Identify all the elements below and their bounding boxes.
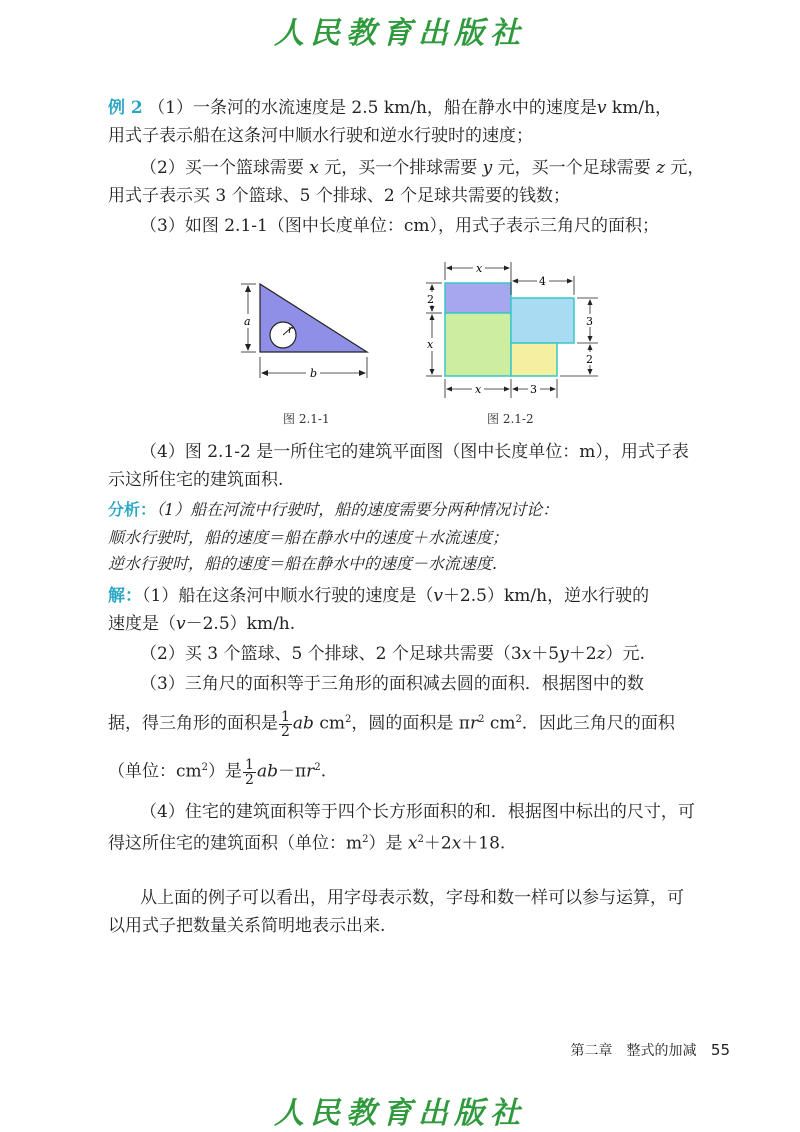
text: ＋18. bbox=[461, 833, 506, 854]
solution-line1 bbox=[108, 584, 733, 608]
text: （1）一条河的水流速度是 2.5 km/h，船在静水中的速度是 bbox=[148, 98, 597, 118]
label-r: r bbox=[288, 325, 293, 336]
room-blue bbox=[511, 298, 574, 343]
frac-num: 1 bbox=[281, 708, 290, 725]
analysis-line2: 顺水行驶时，船的速度＝船在静水中的速度＋水流速度； bbox=[108, 528, 509, 547]
var-v: v bbox=[433, 586, 443, 606]
text: ，圆的面积是 π bbox=[351, 713, 470, 734]
text: ＋5 bbox=[531, 644, 560, 664]
room-yellow bbox=[511, 343, 557, 376]
sup: 2 bbox=[362, 834, 369, 845]
page-number: 55 bbox=[710, 1041, 730, 1059]
text: ＋2 bbox=[423, 833, 452, 854]
var-x: x bbox=[309, 158, 319, 178]
text: 得这所住宅的建筑面积（单位：m bbox=[108, 833, 363, 854]
text: （2）买一个篮球需要 bbox=[140, 158, 310, 178]
var-v: v bbox=[596, 98, 607, 118]
solution-p3-line2 bbox=[108, 704, 733, 740]
publisher-logo-footer: 人民教育出版社 bbox=[274, 1096, 526, 1131]
page-footer bbox=[570, 1040, 730, 1060]
frac-num: 1 bbox=[245, 756, 254, 773]
text: . bbox=[320, 761, 327, 782]
example-p3: （3）如图 2.1-1（图中长度单位：cm），用式子表示三角尺的面积； bbox=[140, 216, 659, 236]
text: ）是 bbox=[368, 833, 408, 854]
text: －π bbox=[277, 761, 307, 782]
text: 元，买一个足球需要 bbox=[492, 158, 657, 178]
sup: 2 bbox=[201, 762, 209, 773]
chapter-title: 第二章 整式的加减 bbox=[570, 1043, 697, 1059]
example-p1-line2: 用式子表示船在这条河中顺水行驶和逆水行驶时的速度； bbox=[108, 126, 533, 146]
label-a: a bbox=[244, 315, 251, 328]
publisher-logo-header: 人民教育出版社 bbox=[274, 16, 526, 51]
text: ＋2.5）km/h，逆水行驶的 bbox=[442, 586, 650, 606]
example-p4-line1: （4）图 2.1-2 是一所住宅的建筑平面图（图中长度单位：m），用式子表 bbox=[140, 442, 689, 462]
solution-p4-line2 bbox=[108, 828, 733, 856]
text: －2.5）km/h. bbox=[185, 614, 296, 634]
text: cm bbox=[313, 713, 345, 734]
frac-den: 2 bbox=[281, 723, 290, 740]
label-x-top: x bbox=[476, 262, 483, 275]
figure-floor-plan bbox=[418, 258, 608, 403]
fraction-half bbox=[279, 710, 292, 739]
text: 元，买一个排球需要 bbox=[318, 158, 483, 178]
solution-p3-line3 bbox=[108, 752, 733, 788]
example-p2-line2: 用式子表示买 3 个篮球、5 个排球、2 个足球共需要的钱数； bbox=[108, 186, 571, 206]
frac-den: 2 bbox=[245, 771, 254, 788]
text: ）是 bbox=[208, 761, 243, 782]
sup: 2 bbox=[345, 714, 352, 725]
text: （1）船在河流中行驶时，船的速度需要分两种情况讨论： bbox=[156, 500, 559, 519]
label-b: b bbox=[310, 367, 318, 380]
label-2-left: 2 bbox=[427, 293, 434, 306]
conclusion-line1: 从上面的例子可以看出，用字母表示数，字母和数一样可以参与运算，可 bbox=[140, 888, 684, 908]
solution-p2 bbox=[140, 642, 733, 666]
room-purple bbox=[445, 283, 511, 313]
analysis-line3: 逆水行驶时，船的速度＝船在静水中的速度－水流速度. bbox=[108, 554, 498, 573]
figure2-caption: 图 2.1-2 bbox=[487, 412, 534, 426]
label-3-right: 3 bbox=[586, 315, 593, 328]
var-y: y bbox=[482, 158, 493, 178]
sup: 2 bbox=[478, 714, 485, 725]
text: ．因此三角尺的面积 bbox=[521, 713, 675, 734]
label-x-left: x bbox=[427, 338, 434, 351]
text: （单位：cm bbox=[108, 761, 202, 782]
analysis-line1 bbox=[108, 498, 733, 522]
text: （2）买 3 个篮球、5 个排球、2 个足球共需要（3 bbox=[140, 644, 522, 664]
text: ＋2 bbox=[568, 644, 597, 664]
solution-line2 bbox=[108, 612, 733, 636]
var-r: r bbox=[306, 761, 315, 782]
text: （1）船在这条河中顺水行驶的速度是（ bbox=[142, 586, 434, 606]
var-ab: ab bbox=[292, 713, 314, 734]
text: km/h， bbox=[606, 98, 673, 118]
text: 元， bbox=[665, 158, 705, 178]
sup: 2 bbox=[314, 762, 321, 773]
var-ab: ab bbox=[256, 761, 278, 782]
var-z: z bbox=[656, 158, 666, 178]
sup: 2 bbox=[515, 714, 522, 725]
var-x: x bbox=[407, 833, 418, 854]
solution-p3-line1: （3）三角尺的面积等于三角形的面积减去圆的面积．根据图中的数 bbox=[140, 674, 644, 694]
fraction-half bbox=[243, 758, 256, 787]
example-p1-line1 bbox=[108, 96, 733, 120]
var-x: x bbox=[521, 644, 532, 664]
figure-triangle-ruler bbox=[236, 280, 376, 385]
text: 速度是（ bbox=[108, 614, 176, 634]
text: 据，得三角形的面积是 bbox=[108, 713, 278, 734]
example-label: 例 2 bbox=[108, 98, 143, 118]
conclusion-line2: 以用式子把数量关系简明地表示出来. bbox=[108, 916, 386, 936]
text: cm bbox=[484, 713, 516, 734]
var-v: v bbox=[176, 614, 186, 634]
var-z: z bbox=[596, 644, 606, 664]
example-p4-line2: 示这所住宅的建筑面积. bbox=[108, 470, 284, 490]
solution-p4-line1: （4）住宅的建筑面积等于四个长方形面积的和．根据图中标出的尺寸，可 bbox=[140, 802, 695, 822]
var-x: x bbox=[451, 833, 462, 854]
example-p2-line1 bbox=[140, 156, 733, 180]
label-2-right: 2 bbox=[586, 353, 593, 366]
solution-label: 解： bbox=[108, 586, 142, 606]
var-y: y bbox=[559, 644, 569, 664]
sup: 2 bbox=[417, 834, 424, 845]
label-x-bottom: x bbox=[475, 383, 482, 396]
label-4: 4 bbox=[539, 275, 546, 288]
figure1-caption: 图 2.1-1 bbox=[283, 412, 330, 426]
label-3-bottom: 3 bbox=[530, 383, 537, 396]
room-green bbox=[445, 313, 511, 376]
var-r: r bbox=[469, 713, 479, 734]
analysis-label: 分析： bbox=[108, 500, 157, 519]
text: ）元. bbox=[605, 644, 645, 664]
